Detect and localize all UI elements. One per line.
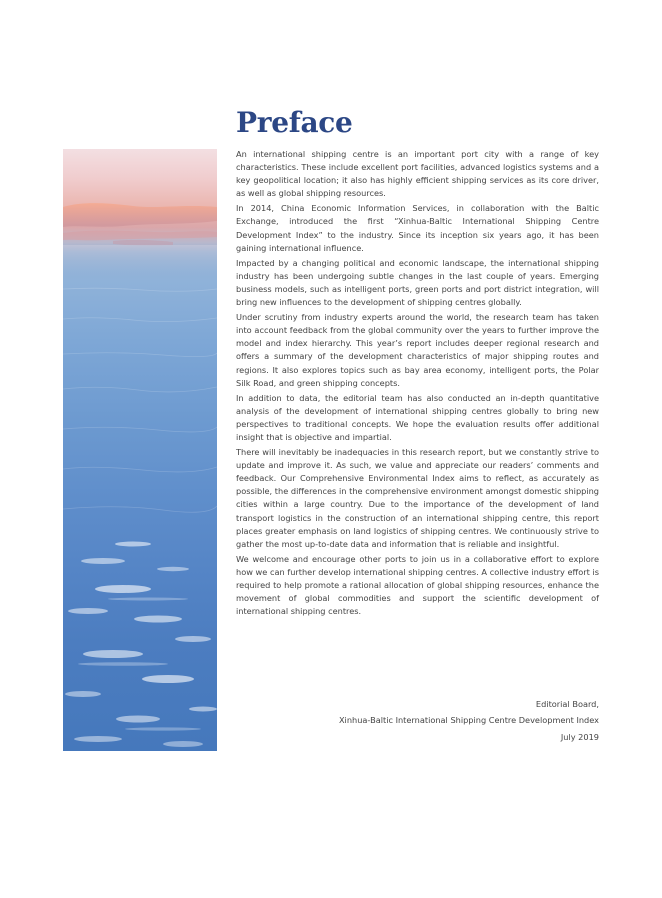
signature-organization: Xinhua-Baltic International Shipping Centre Development Index [338,715,599,726]
preface-paragraph: Impacted by a changing political and economic landscape, the international shipping industry has been undergoing subtle changes in the last couple of years. Emerging business models, such as intelligent ports, green ports and port district integration, will bring new influences to the development of shipping centres globally. [236,257,599,308]
preface-paragraph: In 2014, China Economic Information Services, in collaboration with the Baltic Exchange, introduced the first “Xinhua-Baltic International Shipping Centre Development Index” to the industry. Since its inception six years ago, it has been gaining international influence. [236,203,599,253]
preface-body [236,148,599,620]
preface-paragraph: There will inevitably be inadequacies in this research report, but we constantly strive to update and improve it. As such, we value and appreciate our readers’ comments and feedback. Our Comprehensive Environmental Index aims to reflect, as accurately as possible, the differences in the comprehensive environment amongst domestic shipping cities within a large country. Due to the importance of the development of land transport logistics in the construction of an international shipping centre, this report places greater emphasis on land logistics of shipping centres. We continuously strive to gather the most up-to-date data and information that is reliable and insightful. [236,447,599,549]
sea-horizon-photo [63,149,217,751]
preface-paragraph: An international shipping centre is an important port city with a range of key characteristics. These include excellent port facilities, advanced logistics systems and a key geopolitical location; it also has highly efficient shipping services as its core driver, as well as global shipping resources. [236,149,599,199]
signature-block [236,696,599,745]
sea-photo-art [63,149,217,751]
preface-paragraph: In addition to data, the editorial team has also conducted an in-depth quantitative analysis of the development of international shipping centres globally to bring new perspectives to traditional concepts. We hope the evaluation results offer additional insight that is objective and impartial. [236,392,599,442]
page-title: Preface [236,106,353,139]
preface-paragraph: Under scrutiny from industry experts around the world, the research team has taken into account feedback from the global community over the years to further improve the model and index hierarchy. This year’s report includes deeper regional research and offers a summary of the development characteristics of major shipping routes and regions. It also explores topics such as bay area economy, intelligent ports, the Polar Silk Road, and green shipping concepts. [236,312,599,388]
preface-paragraph: We welcome and encourage other ports to join us in a collaborative effort to explore how we can further develop international shipping centres. A collective industry effort is required to help promote a rational allocation of global shipping resources, enhance the movement of global commodities and support the scientific development of international shipping centres. [236,553,599,617]
signature-date: July 2019 [560,731,599,742]
signature-board: Editorial Board, [535,699,599,709]
